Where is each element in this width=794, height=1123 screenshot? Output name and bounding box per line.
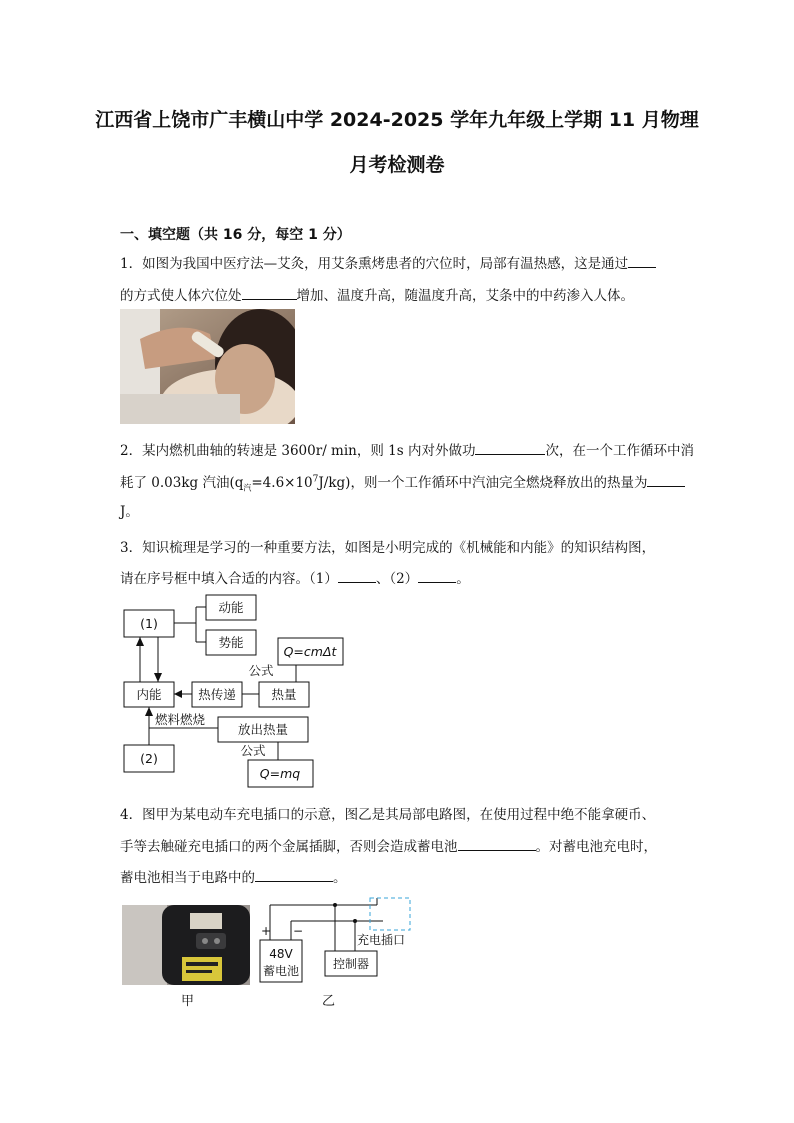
charging-port-photo — [122, 905, 250, 985]
formula-1-label: Q=cmΔt — [283, 644, 337, 659]
q1-line-1: 1．如图为我国中医疗法—艾灸，用艾条熏烤患者的穴位时，局部有温热感，这是通过 — [120, 252, 656, 272]
formula-2-label: Q=mq — [259, 766, 301, 781]
charge-port-label: 充电插口 — [357, 933, 406, 947]
title-line-1: 江西省上饶市广丰横山中学 2024-2025 学年九年级上学期 11 月物理 — [95, 109, 699, 131]
kinetic-label: 动能 — [218, 600, 244, 615]
q4-line-2: 手等去触碰充电插口的两个金属插脚，否则会造成蓄电池 。对蓄电池充电时， — [120, 839, 657, 855]
knowledge-diagram — [118, 590, 348, 790]
formula-label-1: 公式 — [248, 663, 274, 678]
battery-voltage: 48V — [269, 947, 293, 961]
controller-label: 控制器 — [332, 957, 370, 971]
fuel-burn-label: 燃料燃烧 — [154, 712, 206, 727]
heat-transfer-label: 热传递 — [198, 687, 236, 702]
q1-line-2: 的方式使人体穴位处 增加、温度升高，随温度升高，艾条中的中药渗入人体。 — [120, 288, 634, 304]
q3-line-1: 3．知识梳理是学习的一种重要方法，如图是小明完成的《机械能和内能》的知识结构图， — [120, 540, 656, 556]
box-2-label: (2) — [140, 751, 158, 766]
q2-line-1: 2．某内燃机曲轴的转速是 3600r/ min，则 1s 内对外做功 次，在一个工作循环中消 — [120, 443, 694, 459]
q4-line-1: 4．图甲为某电动车充电插口的示意，图乙是其局部电路图，在使用过程中绝不能拿硬币、 — [120, 807, 656, 823]
box-1-label: (1) — [140, 616, 158, 631]
charge-port-box — [370, 898, 410, 930]
release-heat-label: 放出热量 — [237, 722, 289, 737]
circuit-diagram — [255, 893, 425, 1008]
q4-line-3: 蓄电池相当于电路中的 。 — [120, 870, 347, 886]
formula-label-2: 公式 — [240, 743, 266, 758]
potential-label: 势能 — [218, 635, 244, 650]
q3-line-2: 请在序号框中填入合适的内容。（1） 、（2） 。 — [120, 571, 470, 587]
blank — [458, 838, 536, 851]
blank — [475, 442, 545, 455]
blank — [338, 570, 376, 583]
title-line-2: 月考检测卷 — [349, 154, 445, 176]
blank — [255, 869, 333, 882]
section-heading: 一、填空题（共 16 分，每空 1 分） — [120, 227, 351, 243]
blank — [647, 474, 685, 487]
q2-line-3: J。 — [120, 504, 139, 520]
blank — [418, 570, 456, 583]
q2-line-2: 耗了 0.03kg 汽油$(q_汽=4.6\times 10^7J/kg)$，则一个工作循环中汽油完全燃烧释放出的热量为 — [120, 471, 685, 494]
minus-sign: − — [293, 924, 304, 938]
label-yi: 乙 — [322, 994, 336, 1009]
internal-label: 内能 — [136, 687, 162, 702]
plus-sign: + — [261, 924, 272, 938]
blank — [628, 255, 656, 268]
blank — [242, 287, 297, 300]
battery-label: 蓄电池 — [262, 964, 300, 978]
heat-label: 热量 — [271, 687, 297, 702]
label-jia: 甲 — [181, 994, 195, 1009]
moxibustion-photo — [120, 309, 295, 424]
